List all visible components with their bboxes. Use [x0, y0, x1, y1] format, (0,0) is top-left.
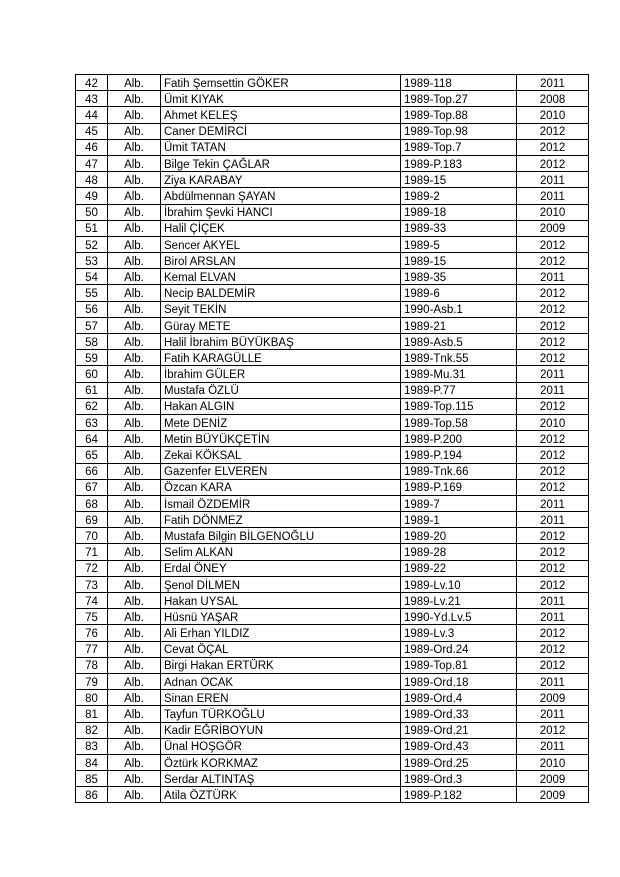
- table-row: [76, 528, 589, 544]
- table-row: [76, 706, 589, 722]
- row-number-cell: 77: [76, 641, 108, 657]
- table-row: [76, 269, 589, 285]
- person-name-cell: Mete DENİZ: [161, 414, 401, 430]
- person-name-cell: Bilge Tekin ÇAĞLAR: [161, 155, 401, 171]
- person-name-cell: Birgi Hakan ERTÜRK: [161, 657, 401, 673]
- registry-code-cell: 1989-Lv.21: [401, 593, 517, 609]
- row-number-cell: 43: [76, 91, 108, 107]
- year-cell: 2012: [517, 350, 589, 366]
- personnel-table-body: [76, 75, 589, 803]
- rank-cell: Alb.: [108, 657, 161, 673]
- registry-code-cell: 1989-Ord.43: [401, 738, 517, 754]
- person-name-cell: Ünal HOŞGÖR: [161, 738, 401, 754]
- person-name-cell: Halil ÇİÇEK: [161, 220, 401, 236]
- rank-cell: Alb.: [108, 528, 161, 544]
- registry-code-cell: 1989-P.169: [401, 479, 517, 495]
- year-cell: 2012: [517, 544, 589, 560]
- rank-cell: Alb.: [108, 366, 161, 382]
- table-row: [76, 625, 589, 641]
- row-number-cell: 60: [76, 366, 108, 382]
- year-cell: 2012: [517, 431, 589, 447]
- person-name-cell: Kemal ELVAN: [161, 269, 401, 285]
- year-cell: 2011: [517, 188, 589, 204]
- table-row: [76, 447, 589, 463]
- person-name-cell: Halil İbrahim BÜYÜKBAŞ: [161, 334, 401, 350]
- rank-cell: Alb.: [108, 382, 161, 398]
- row-number-cell: 79: [76, 673, 108, 689]
- person-name-cell: Erdal ÖNEY: [161, 560, 401, 576]
- row-number-cell: 78: [76, 657, 108, 673]
- registry-code-cell: 1989-Ord.33: [401, 706, 517, 722]
- person-name-cell: Kadir EĞRİBOYUN: [161, 722, 401, 738]
- person-name-cell: Güray METE: [161, 317, 401, 333]
- year-cell: 2011: [517, 512, 589, 528]
- table-row: [76, 512, 589, 528]
- person-name-cell: Zekai KÖKSAL: [161, 447, 401, 463]
- rank-cell: Alb.: [108, 544, 161, 560]
- registry-code-cell: 1989-28: [401, 544, 517, 560]
- person-name-cell: Abdülmennan ŞAYAN: [161, 188, 401, 204]
- table-row: [76, 463, 589, 479]
- registry-code-cell: 1990-Yd.Lv.5: [401, 609, 517, 625]
- registry-code-cell: 1990-Asb.1: [401, 301, 517, 317]
- person-name-cell: Ümit TATAN: [161, 139, 401, 155]
- registry-code-cell: 1989-Ord.21: [401, 722, 517, 738]
- row-number-cell: 42: [76, 75, 108, 91]
- person-name-cell: Fatih DÖNMEZ: [161, 512, 401, 528]
- registry-code-cell: 1989-20: [401, 528, 517, 544]
- registry-code-cell: 1989-35: [401, 269, 517, 285]
- person-name-cell: Mustafa ÖZLÜ: [161, 382, 401, 398]
- table-row: [76, 172, 589, 188]
- rank-cell: Alb.: [108, 771, 161, 787]
- table-row: [76, 657, 589, 673]
- rank-cell: Alb.: [108, 560, 161, 576]
- year-cell: 2012: [517, 334, 589, 350]
- year-cell: 2012: [517, 479, 589, 495]
- rank-cell: Alb.: [108, 75, 161, 91]
- row-number-cell: 73: [76, 576, 108, 592]
- year-cell: 2012: [517, 447, 589, 463]
- table-row: [76, 398, 589, 414]
- rank-cell: Alb.: [108, 641, 161, 657]
- rank-cell: Alb.: [108, 236, 161, 252]
- row-number-cell: 53: [76, 253, 108, 269]
- rank-cell: Alb.: [108, 706, 161, 722]
- registry-code-cell: 1989-6: [401, 285, 517, 301]
- row-number-cell: 85: [76, 771, 108, 787]
- registry-code-cell: 1989-118: [401, 75, 517, 91]
- registry-code-cell: 1989-2: [401, 188, 517, 204]
- rank-cell: Alb.: [108, 350, 161, 366]
- rank-cell: Alb.: [108, 738, 161, 754]
- row-number-cell: 52: [76, 236, 108, 252]
- row-number-cell: 71: [76, 544, 108, 560]
- person-name-cell: Özcan KARA: [161, 479, 401, 495]
- table-row: [76, 787, 589, 803]
- table-row: [76, 771, 589, 787]
- table-row: [76, 334, 589, 350]
- person-name-cell: Hakan UYSAL: [161, 593, 401, 609]
- year-cell: 2012: [517, 253, 589, 269]
- person-name-cell: Ali Erhan YILDIZ: [161, 625, 401, 641]
- table-row: [76, 317, 589, 333]
- row-number-cell: 62: [76, 398, 108, 414]
- person-name-cell: Gazenfer ELVEREN: [161, 463, 401, 479]
- row-number-cell: 82: [76, 722, 108, 738]
- year-cell: 2008: [517, 91, 589, 107]
- registry-code-cell: 1989-22: [401, 560, 517, 576]
- row-number-cell: 80: [76, 690, 108, 706]
- row-number-cell: 49: [76, 188, 108, 204]
- person-name-cell: Seyit TEKİN: [161, 301, 401, 317]
- year-cell: 2012: [517, 155, 589, 171]
- rank-cell: Alb.: [108, 673, 161, 689]
- person-name-cell: Şenol DİLMEN: [161, 576, 401, 592]
- row-number-cell: 48: [76, 172, 108, 188]
- year-cell: 2012: [517, 398, 589, 414]
- registry-code-cell: 1989-P.77: [401, 382, 517, 398]
- table-row: [76, 301, 589, 317]
- rank-cell: Alb.: [108, 269, 161, 285]
- table-row: [76, 285, 589, 301]
- table-row: [76, 236, 589, 252]
- registry-code-cell: 1989-Ord.4: [401, 690, 517, 706]
- rank-cell: Alb.: [108, 398, 161, 414]
- table-row: [76, 431, 589, 447]
- table-row: [76, 544, 589, 560]
- year-cell: 2012: [517, 285, 589, 301]
- person-name-cell: Birol ARSLAN: [161, 253, 401, 269]
- registry-code-cell: 1989-Ord.24: [401, 641, 517, 657]
- year-cell: 2012: [517, 236, 589, 252]
- registry-code-cell: 1989-P.194: [401, 447, 517, 463]
- table-row: [76, 690, 589, 706]
- year-cell: 2012: [517, 657, 589, 673]
- rank-cell: Alb.: [108, 334, 161, 350]
- rank-cell: Alb.: [108, 512, 161, 528]
- rank-cell: Alb.: [108, 107, 161, 123]
- table-row: [76, 107, 589, 123]
- rank-cell: Alb.: [108, 317, 161, 333]
- row-number-cell: 66: [76, 463, 108, 479]
- person-name-cell: Cevat ÖÇAL: [161, 641, 401, 657]
- registry-code-cell: 1989-Ord.3: [401, 771, 517, 787]
- year-cell: 2012: [517, 463, 589, 479]
- table-row: [76, 754, 589, 770]
- year-cell: 2012: [517, 576, 589, 592]
- row-number-cell: 46: [76, 139, 108, 155]
- registry-code-cell: 1989-Ord.18: [401, 673, 517, 689]
- row-number-cell: 44: [76, 107, 108, 123]
- year-cell: 2012: [517, 560, 589, 576]
- registry-code-cell: 1989-33: [401, 220, 517, 236]
- table-row: [76, 204, 589, 220]
- year-cell: 2009: [517, 771, 589, 787]
- registry-code-cell: 1989-Asb.5: [401, 334, 517, 350]
- rank-cell: Alb.: [108, 91, 161, 107]
- table-row: [76, 382, 589, 398]
- registry-code-cell: 1989-Mu.31: [401, 366, 517, 382]
- rank-cell: Alb.: [108, 463, 161, 479]
- rank-cell: Alb.: [108, 495, 161, 511]
- year-cell: 2009: [517, 220, 589, 236]
- rank-cell: Alb.: [108, 609, 161, 625]
- registry-code-cell: 1989-18: [401, 204, 517, 220]
- table-row: [76, 155, 589, 171]
- person-name-cell: Caner DEMİRCİ: [161, 123, 401, 139]
- rank-cell: Alb.: [108, 155, 161, 171]
- table-row: [76, 220, 589, 236]
- person-name-cell: İbrahim GÜLER: [161, 366, 401, 382]
- row-number-cell: 75: [76, 609, 108, 625]
- year-cell: 2011: [517, 593, 589, 609]
- table-row: [76, 123, 589, 139]
- registry-code-cell: 1989-5: [401, 236, 517, 252]
- year-cell: 2011: [517, 382, 589, 398]
- rank-cell: Alb.: [108, 204, 161, 220]
- rank-cell: Alb.: [108, 447, 161, 463]
- row-number-cell: 61: [76, 382, 108, 398]
- row-number-cell: 47: [76, 155, 108, 171]
- person-name-cell: Serdar ALTINTAŞ: [161, 771, 401, 787]
- person-name-cell: Selim ALKAN: [161, 544, 401, 560]
- rank-cell: Alb.: [108, 414, 161, 430]
- row-number-cell: 83: [76, 738, 108, 754]
- table-row: [76, 91, 589, 107]
- year-cell: 2011: [517, 172, 589, 188]
- rank-cell: Alb.: [108, 787, 161, 803]
- rank-cell: Alb.: [108, 139, 161, 155]
- year-cell: 2011: [517, 706, 589, 722]
- year-cell: 2012: [517, 722, 589, 738]
- year-cell: 2011: [517, 673, 589, 689]
- row-number-cell: 81: [76, 706, 108, 722]
- table-row: [76, 188, 589, 204]
- rank-cell: Alb.: [108, 576, 161, 592]
- year-cell: 2011: [517, 75, 589, 91]
- year-cell: 2012: [517, 625, 589, 641]
- person-name-cell: Atila ÖZTÜRK: [161, 787, 401, 803]
- row-number-cell: 72: [76, 560, 108, 576]
- rank-cell: Alb.: [108, 188, 161, 204]
- rank-cell: Alb.: [108, 123, 161, 139]
- person-name-cell: Mustafa Bilgin BİLGENOĞLU: [161, 528, 401, 544]
- registry-code-cell: 1989-Top.27: [401, 91, 517, 107]
- table-row: [76, 560, 589, 576]
- registry-code-cell: 1989-Top.7: [401, 139, 517, 155]
- table-row: [76, 350, 589, 366]
- table-row: [76, 366, 589, 382]
- row-number-cell: 58: [76, 334, 108, 350]
- row-number-cell: 68: [76, 495, 108, 511]
- row-number-cell: 67: [76, 479, 108, 495]
- year-cell: 2010: [517, 414, 589, 430]
- person-name-cell: Tayfun TÜRKOĞLU: [161, 706, 401, 722]
- person-name-cell: Fatih KARAGÜLLE: [161, 350, 401, 366]
- year-cell: 2011: [517, 495, 589, 511]
- registry-code-cell: 1989-P.183: [401, 155, 517, 171]
- registry-code-cell: 1989-Ord.25: [401, 754, 517, 770]
- person-name-cell: Metin BÜYÜKÇETİN: [161, 431, 401, 447]
- table-row: [76, 673, 589, 689]
- year-cell: 2012: [517, 528, 589, 544]
- year-cell: 2012: [517, 641, 589, 657]
- year-cell: 2012: [517, 317, 589, 333]
- row-number-cell: 64: [76, 431, 108, 447]
- row-number-cell: 76: [76, 625, 108, 641]
- person-name-cell: Hakan ALGIN: [161, 398, 401, 414]
- registry-code-cell: 1989-Lv.3: [401, 625, 517, 641]
- registry-code-cell: 1989-P.200: [401, 431, 517, 447]
- registry-code-cell: 1989-Tnk.66: [401, 463, 517, 479]
- person-name-cell: Fatih Şemsettin GÖKER: [161, 75, 401, 91]
- registry-code-cell: 1989-Top.58: [401, 414, 517, 430]
- registry-code-cell: 1989-Tnk.55: [401, 350, 517, 366]
- table-row: [76, 641, 589, 657]
- person-name-cell: Ümit KIYAK: [161, 91, 401, 107]
- table-row: [76, 593, 589, 609]
- table-row: [76, 576, 589, 592]
- person-name-cell: Hüsnü YAŞAR: [161, 609, 401, 625]
- registry-code-cell: 1989-21: [401, 317, 517, 333]
- row-number-cell: 55: [76, 285, 108, 301]
- year-cell: 2010: [517, 107, 589, 123]
- rank-cell: Alb.: [108, 625, 161, 641]
- personnel-table: [75, 74, 589, 803]
- year-cell: 2009: [517, 787, 589, 803]
- table-row: [76, 75, 589, 91]
- table-row: [76, 253, 589, 269]
- registry-code-cell: 1989-15: [401, 253, 517, 269]
- year-cell: 2011: [517, 269, 589, 285]
- row-number-cell: 50: [76, 204, 108, 220]
- person-name-cell: Öztürk KORKMAZ: [161, 754, 401, 770]
- row-number-cell: 86: [76, 787, 108, 803]
- rank-cell: Alb.: [108, 172, 161, 188]
- registry-code-cell: 1989-1: [401, 512, 517, 528]
- person-name-cell: Necip BALDEMİR: [161, 285, 401, 301]
- year-cell: 2011: [517, 738, 589, 754]
- row-number-cell: 74: [76, 593, 108, 609]
- table-row: [76, 139, 589, 155]
- rank-cell: Alb.: [108, 301, 161, 317]
- row-number-cell: 69: [76, 512, 108, 528]
- table-row: [76, 722, 589, 738]
- person-name-cell: İsmail ÖZDEMİR: [161, 495, 401, 511]
- row-number-cell: 59: [76, 350, 108, 366]
- registry-code-cell: 1989-15: [401, 172, 517, 188]
- row-number-cell: 84: [76, 754, 108, 770]
- row-number-cell: 65: [76, 447, 108, 463]
- table-row: [76, 479, 589, 495]
- year-cell: 2011: [517, 609, 589, 625]
- year-cell: 2012: [517, 301, 589, 317]
- year-cell: 2012: [517, 139, 589, 155]
- rank-cell: Alb.: [108, 253, 161, 269]
- row-number-cell: 63: [76, 414, 108, 430]
- row-number-cell: 70: [76, 528, 108, 544]
- person-name-cell: Ziya KARABAY: [161, 172, 401, 188]
- rank-cell: Alb.: [108, 431, 161, 447]
- table-row: [76, 414, 589, 430]
- rank-cell: Alb.: [108, 220, 161, 236]
- row-number-cell: 56: [76, 301, 108, 317]
- rank-cell: Alb.: [108, 593, 161, 609]
- person-name-cell: Sinan EREN: [161, 690, 401, 706]
- row-number-cell: 57: [76, 317, 108, 333]
- registry-code-cell: 1989-Top.88: [401, 107, 517, 123]
- year-cell: 2012: [517, 123, 589, 139]
- registry-code-cell: 1989-P.182: [401, 787, 517, 803]
- year-cell: 2010: [517, 204, 589, 220]
- rank-cell: Alb.: [108, 754, 161, 770]
- person-name-cell: Ahmet KELEŞ: [161, 107, 401, 123]
- row-number-cell: 45: [76, 123, 108, 139]
- year-cell: 2011: [517, 366, 589, 382]
- year-cell: 2009: [517, 690, 589, 706]
- year-cell: 2010: [517, 754, 589, 770]
- rank-cell: Alb.: [108, 722, 161, 738]
- registry-code-cell: 1989-Top.115: [401, 398, 517, 414]
- rank-cell: Alb.: [108, 285, 161, 301]
- registry-code-cell: 1989-Lv.10: [401, 576, 517, 592]
- row-number-cell: 51: [76, 220, 108, 236]
- table-row: [76, 609, 589, 625]
- row-number-cell: 54: [76, 269, 108, 285]
- table-row: [76, 495, 589, 511]
- registry-code-cell: 1989-Top.81: [401, 657, 517, 673]
- rank-cell: Alb.: [108, 479, 161, 495]
- person-name-cell: Sencer AKYEL: [161, 236, 401, 252]
- person-name-cell: İbrahim Şevki HANCI: [161, 204, 401, 220]
- person-name-cell: Adnan OCAK: [161, 673, 401, 689]
- rank-cell: Alb.: [108, 690, 161, 706]
- registry-code-cell: 1989-7: [401, 495, 517, 511]
- registry-code-cell: 1989-Top.98: [401, 123, 517, 139]
- table-row: [76, 738, 589, 754]
